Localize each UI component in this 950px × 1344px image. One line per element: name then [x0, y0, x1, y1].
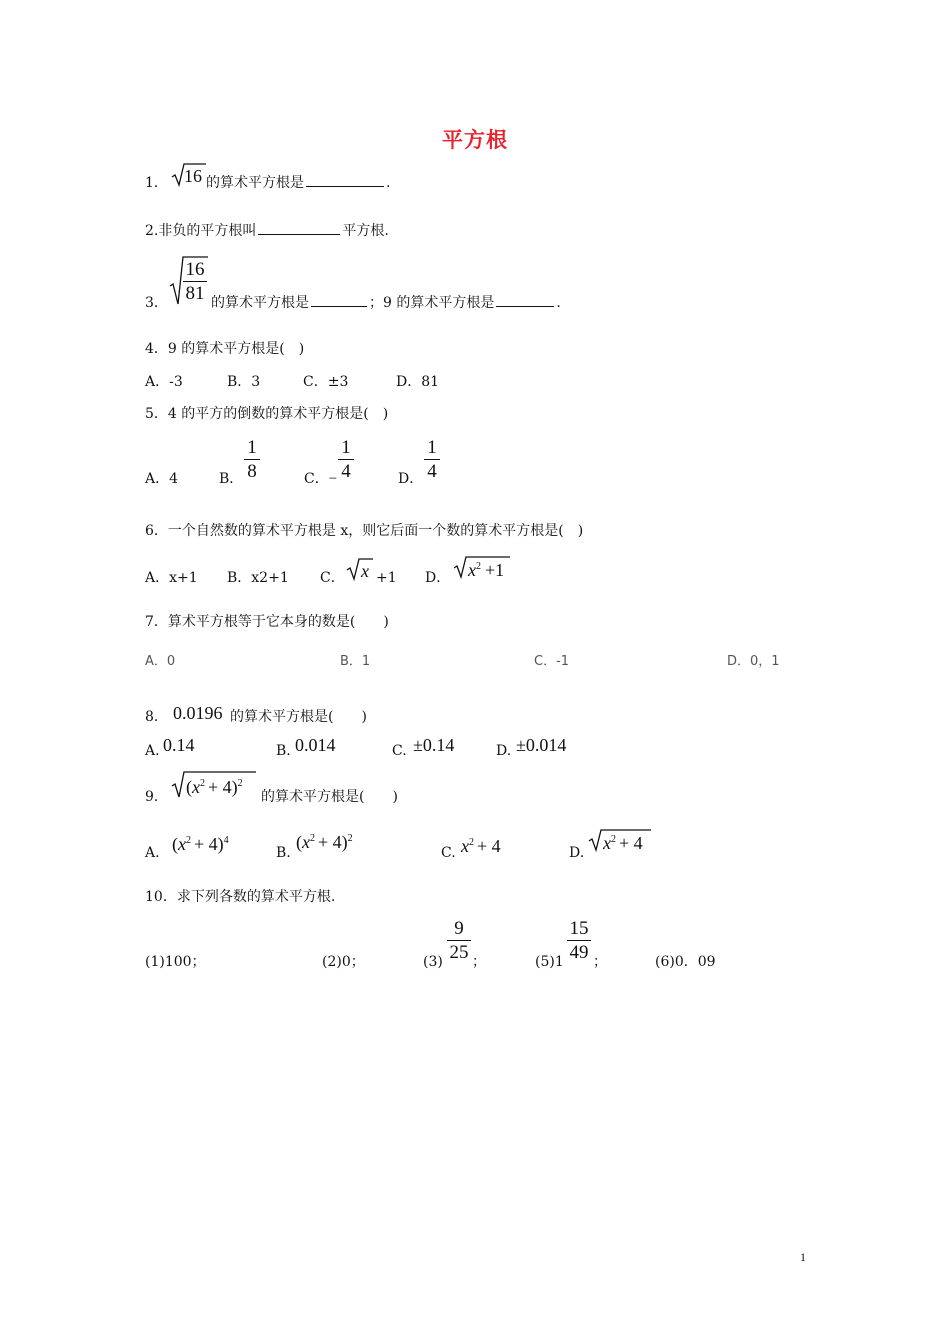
- q7-option-d[interactable]: D．0，1: [727, 654, 780, 669]
- q9-b-plus4: + 4: [318, 832, 342, 852]
- q1-answer-blank[interactable]: [306, 185, 384, 187]
- q8-b-value: 0.014: [295, 735, 336, 755]
- q5-option-a[interactable]: A．4: [145, 471, 179, 487]
- q9-b-exp-inner: 2: [310, 833, 315, 844]
- question-2: [145, 224, 389, 238]
- q10-i3-num: 9: [454, 918, 464, 939]
- page-number: 1: [800, 1250, 806, 1264]
- q5-option-c[interactable]: [304, 472, 337, 487]
- q10-i5-num: 15: [569, 918, 589, 939]
- q5-d-bar: [424, 459, 440, 460]
- q5-b-fraction: [244, 438, 260, 481]
- q6-option-b[interactable]: B．x2+1: [227, 570, 289, 586]
- q10-i3-den: 25: [449, 942, 469, 963]
- q8-c-value: ±0.14: [413, 735, 455, 755]
- q10-item-1: (1)100；: [145, 954, 206, 970]
- q3-text-2: ；9 的算术平方根是: [369, 295, 495, 311]
- q10-item-2: (2)0；: [322, 954, 365, 970]
- q8-value: 0.0196: [173, 703, 223, 723]
- q5-c-label: C．: [304, 471, 329, 487]
- q3-fraction: [183, 260, 207, 303]
- question-5-stem: 5．4 的平方的倒数的算术平方根是( ): [145, 406, 389, 422]
- q9-rad-lparen: (: [186, 777, 192, 797]
- question-1: [145, 176, 168, 190]
- q3-answer-blank-2[interactable]: [496, 305, 554, 307]
- q1-radicand: 16: [184, 166, 202, 186]
- q9-c-plus4: + 4: [477, 836, 501, 856]
- q6-d-radicand: [468, 561, 504, 579]
- q8-option-c[interactable]: C.: [392, 743, 407, 759]
- q3-stem: [211, 296, 561, 310]
- q5-c-fraction: [338, 438, 354, 481]
- q9-rad-x: x: [192, 777, 200, 797]
- q5-c-minus-sign: −: [328, 471, 338, 487]
- q4-option-b[interactable]: B．3: [227, 374, 261, 390]
- q7-option-a[interactable]: A．0: [145, 654, 176, 669]
- q8-option-a[interactable]: A.: [145, 743, 160, 759]
- q10-item-5: (5)1: [535, 954, 564, 970]
- q3-frac-num: 16: [185, 259, 205, 280]
- q1-end: .: [386, 175, 391, 191]
- q1-stem: [206, 176, 390, 190]
- q10-item-3-end: ；: [472, 954, 486, 970]
- q3-frac-den: 81: [185, 283, 205, 304]
- q8-a-value: 0.14: [163, 735, 195, 755]
- q4-option-a[interactable]: A．-3: [145, 374, 183, 390]
- q7-option-b[interactable]: B．1: [340, 654, 371, 669]
- q8-stem: 的算术平方根是( ): [230, 709, 367, 725]
- q9-rad-plus4: + 4: [208, 777, 232, 797]
- q5-d-den: 4: [427, 461, 437, 482]
- q2-answer-blank[interactable]: [258, 233, 340, 235]
- q3-number: 3．: [145, 295, 168, 311]
- q3-end: .: [556, 295, 561, 311]
- q2-text-2: 平方根.: [342, 223, 389, 239]
- q9-b-lparen: (: [296, 832, 302, 852]
- q9-option-a[interactable]: A.: [145, 845, 160, 861]
- q10-item-3: (3): [423, 954, 443, 970]
- q6-d-x: x: [468, 560, 476, 580]
- question-6-stem: 6．一个自然数的算术平方根是 x，则它后面一个数的算术平方根是( ): [145, 523, 584, 539]
- q9-c-expression: [461, 837, 501, 855]
- q5-option-b[interactable]: B．: [219, 471, 244, 487]
- question-10-stem: 10．求下列各数的算术平方根.: [145, 889, 336, 905]
- q10-i3-bar: [447, 940, 471, 941]
- q9-stem: 的算术平方根是( ): [261, 789, 398, 805]
- q10-item-5-end: ；: [593, 954, 607, 970]
- q9-d-exp: 2: [611, 834, 616, 845]
- question-7-stem: 7．算术平方根等于它本身的数是( ): [145, 614, 389, 630]
- q4-option-d[interactable]: D．81: [396, 374, 440, 390]
- q9-option-d[interactable]: D.: [569, 845, 585, 861]
- q9-option-c[interactable]: C.: [441, 845, 456, 861]
- q9-d-x: x: [603, 833, 611, 853]
- question-4-stem: 4．9 的算术平方根是( ): [145, 341, 305, 357]
- q9-radicand: [186, 778, 243, 796]
- q9-a-plus4: + 4: [194, 834, 218, 854]
- q7-option-c[interactable]: C．-1: [534, 654, 570, 669]
- q6-option-d[interactable]: D．: [425, 570, 451, 586]
- q6-option-a[interactable]: A．x+1: [145, 570, 198, 586]
- q10-item-3-fraction: [447, 919, 471, 962]
- q9-b-expression: [296, 833, 353, 851]
- q8-d-value: ±0.014: [516, 735, 567, 755]
- q3-text-1: 的算术平方根是: [211, 295, 309, 311]
- q6-c-radicand: x: [361, 561, 369, 581]
- q9-a-lparen: (: [172, 834, 178, 854]
- q9-a-exp-outer: 4: [223, 835, 229, 846]
- q3-answer-blank-1[interactable]: [311, 305, 367, 307]
- q9-c-exp: 2: [469, 837, 474, 848]
- q10-item-6: (6)0．09: [655, 954, 716, 970]
- q10-i5-den: 49: [569, 942, 589, 963]
- q6-c-sqrt-symbol: [347, 558, 373, 582]
- q9-rad-exp-outer: 2: [237, 778, 243, 789]
- q5-c-bar: [338, 459, 354, 460]
- q9-a-rparen: ): [217, 834, 224, 854]
- q4-option-c[interactable]: C．±3: [303, 374, 349, 390]
- q5-b-num: 1: [247, 437, 257, 458]
- q6-d-tail: +1: [485, 560, 505, 580]
- q3-frac-bar: [183, 281, 207, 282]
- q6-option-c[interactable]: C．: [320, 570, 345, 586]
- question-3: [145, 296, 168, 310]
- q5-option-d[interactable]: D．: [398, 471, 424, 487]
- q9-a-expression: [172, 835, 229, 853]
- q1-text: 的算术平方根是: [206, 175, 304, 191]
- q5-b-den: 8: [247, 461, 257, 482]
- q9-option-b[interactable]: B.: [276, 845, 291, 861]
- q5-c-num: 1: [341, 437, 351, 458]
- q9-a-exp-inner: 2: [186, 835, 191, 846]
- q2-text-1: 2.非负的平方根叫: [145, 223, 257, 239]
- q5-c-den: 4: [341, 461, 351, 482]
- q9-b-rparen: ): [341, 832, 348, 852]
- q9-d-radicand: [603, 834, 643, 852]
- q9-c-x: x: [461, 836, 469, 856]
- q8-option-d[interactable]: D.: [496, 743, 512, 759]
- q9-number: 9．: [145, 789, 168, 805]
- page-title: 平方根: [442, 127, 508, 152]
- q1-number: 1．: [145, 175, 168, 191]
- q9-b-exp-outer: 2: [347, 833, 353, 844]
- q9-b-x: x: [302, 832, 310, 852]
- q9-d-plus4: + 4: [619, 833, 643, 853]
- q5-d-fraction: [424, 438, 440, 481]
- q10-i5-bar: [567, 940, 591, 941]
- q9-rad-rparen: ): [231, 777, 238, 797]
- q5-b-bar: [244, 459, 260, 460]
- q10-item-5-fraction: [567, 919, 591, 962]
- q9-rad-exp-inner: 2: [200, 778, 205, 789]
- q6-d-exponent: 2: [476, 561, 481, 572]
- q8-option-b[interactable]: B.: [276, 743, 291, 759]
- q5-d-num: 1: [427, 437, 437, 458]
- q8-number: 8．: [145, 709, 168, 725]
- q6-c-tail: +1: [376, 570, 397, 586]
- q9-a-x: x: [178, 834, 186, 854]
